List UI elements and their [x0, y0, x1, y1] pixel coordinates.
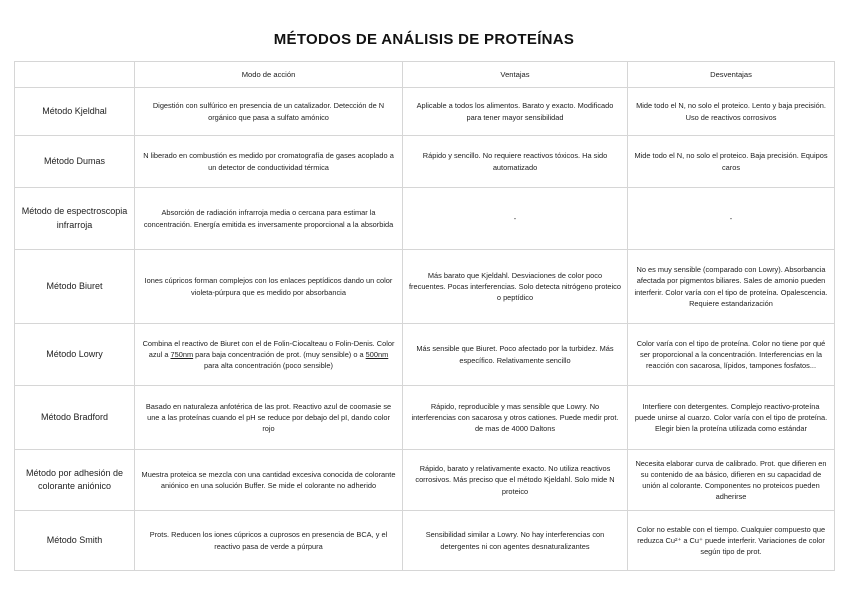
ventajas-cell: Aplicable a todos los alimentos. Barato y exacto. Modificado para tener mayor sensibilidad	[403, 88, 628, 136]
header-empty	[15, 62, 135, 88]
desventajas-cell: No es muy sensible (comparado con Lowry). Absorbancia afectada por pigmentos biliares. Sales de amonio pueden interferir. Color varía con el tipo de proteína. Opalescencia. Requiere estandarización	[628, 250, 835, 324]
desventajas-cell: Interfiere con detergentes. Complejo reactivo-proteína puede unirse al cuarzo. Color varía con el tipo de proteína. Elegir bien la proteína utilizada como estándar	[628, 386, 835, 450]
table-row	[15, 88, 835, 136]
ventajas-cell: Más sensible que Biuret. Poco afectado por la turbidez. Más específico. Relativamente sencillo	[403, 324, 628, 386]
table-row	[15, 250, 835, 324]
modo-text: Combina el reactivo de Biuret con el de Folin-Ciocalteau o Folin-Denis. Color azul a	[142, 338, 395, 359]
proteins-methods-table	[14, 61, 835, 571]
ventajas-cell: Rápido, reproducible y mas sensible que Lowry. No interferencias con sacarosa y otros cationes. Puede medir prot. de mas de 4000 Daltons	[403, 386, 628, 450]
table-header-row	[15, 62, 835, 88]
method-name: Método Lowry	[15, 324, 135, 386]
desventajas-cell: Necesita elaborar curva de calibrado. Prot. que difieren en su contenido de aa básico, difieren en su capacidad de unión al colorante. Componentes no proteicos pueden adherirse	[628, 450, 835, 511]
wavelength-500: 500nm	[365, 349, 389, 359]
modo-cell: Basado en naturaleza anfotérica de las prot. Reactivo azul de coomasie se une a las proteínas cuando el pH se reduce por debajo del pI, dando color rojo	[135, 386, 403, 450]
method-name: Método Smith	[15, 511, 135, 571]
method-name: Método Dumas	[15, 136, 135, 188]
page-title: MÉTODOS DE ANÁLISIS DE PROTEÍNAS	[273, 31, 575, 48]
ventajas-cell: Rápido, barato y relativamente exacto. No utiliza reactivos corrosivos. Más preciso que el método Kjeldahl. Solo mide N proteico	[403, 450, 628, 511]
modo-text: para alta concentración (poco sensible)	[203, 361, 333, 371]
modo-cell: Digestión con sulfúrico en presencia de un catalizador. Detección de N orgánico que pasa a sulfato amónico	[135, 88, 403, 136]
modo-text: para baja concentración de prot. (muy sensible) o a	[193, 349, 366, 359]
desventajas-cell: -	[628, 188, 835, 250]
header-desventajas: Desventajas	[628, 62, 835, 88]
modo-cell: Muestra proteica se mezcla con una cantidad excesiva conocida de colorante aniónico en una solución Buffer. Se mide el colorante no adherido	[135, 450, 403, 511]
modo-cell: N liberado en combustión es medido por cromatografía de gases acoplado a un detector de conductividad térmica	[135, 136, 403, 188]
table-row	[15, 450, 835, 511]
method-name: Método de espectroscopia infrarroja	[15, 188, 135, 250]
header-ventajas: Ventajas	[403, 62, 628, 88]
header-modo: Modo de acción	[135, 62, 403, 88]
method-name: Método Biuret	[15, 250, 135, 324]
method-name: Método por adhesión de colorante aniónico	[15, 450, 135, 511]
method-name: Método Bradford	[15, 386, 135, 450]
table-row	[15, 188, 835, 250]
ventajas-cell: Sensibilidad similar a Lowry. No hay interferencias con detergentes ni con agentes desnaturalizantes	[403, 511, 628, 571]
ventajas-cell: -	[403, 188, 628, 250]
table-row	[15, 324, 835, 386]
modo-cell	[135, 324, 403, 386]
desventajas-cell: Color varía con el tipo de proteína. Color no tiene por qué ser proporcional a la concentración. Interferencias en la reacción con sacarosa, lípidos, tampones fosfatos...	[628, 324, 835, 386]
desventajas-cell: Color no estable con el tiempo. Cualquier compuesto que reduzca Cu²⁺ a Cu⁺ puede interferir. Variaciones de color según tipo de prot.	[628, 511, 835, 571]
modo-cell: Prots. Reducen los iones cúpricos a cuprosos en presencia de BCA, y el reactivo pasa de verde a púrpura	[135, 511, 403, 571]
method-name: Método Kjeldhal	[15, 88, 135, 136]
desventajas-cell: Mide todo el N, no solo el proteico. Baja precisión. Equipos caros	[628, 136, 835, 188]
modo-cell: Absorción de radiación infrarroja media o cercana para estimar la concentración. Energía emitida es inversamente proporcional a la absorbida	[135, 188, 403, 250]
ventajas-cell: Rápido y sencillo. No requiere reactivos tóxicos. Ha sido automatizado	[403, 136, 628, 188]
wavelength-750: 750nm	[170, 349, 194, 359]
table-row	[15, 386, 835, 450]
modo-cell: Iones cúpricos forman complejos con los enlaces peptídicos dando un color violeta-púrpura que es medido por absorbancia	[135, 250, 403, 324]
table-row	[15, 511, 835, 571]
ventajas-cell: Más barato que Kjeldahl. Desviaciones de color poco frecuentes. Pocas interferencias. Solo detecta nitrógeno proteico o peptídico	[403, 250, 628, 324]
desventajas-cell: Mide todo el N, no solo el proteico. Lento y baja precisión. Uso de reactivos corrosivos	[628, 88, 835, 136]
table-row	[15, 136, 835, 188]
